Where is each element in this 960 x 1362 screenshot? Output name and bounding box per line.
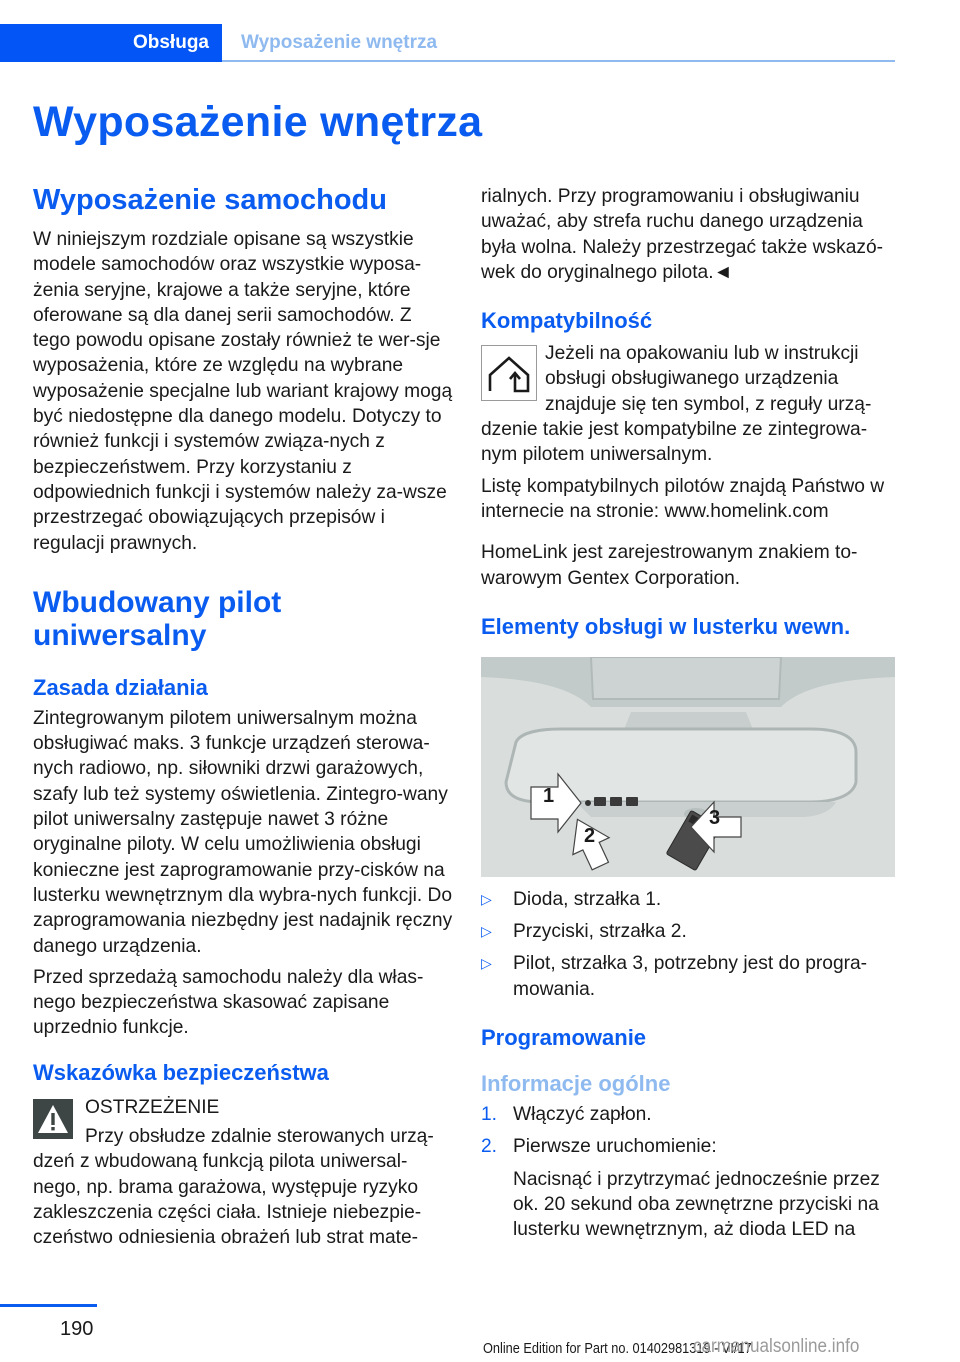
compatible-list-text: Listę kompatybilnych pilotów znajdą Państwo w internecie na stronie: www.homelink.com xyxy=(481,475,885,522)
trademark-text: HomeLink jest zarejestrowanym znakiem to-warowym Gentex Corporation. xyxy=(481,542,858,589)
homelink-house-icon xyxy=(481,345,537,401)
page-title: Wyposażenie wnętrza xyxy=(33,98,483,146)
mirror-controls-figure xyxy=(481,657,895,877)
section-title-equipment: Wyposażenie samochodu xyxy=(33,184,387,216)
list-item xyxy=(481,951,899,1002)
resale-paragraph: Przed sprzedażą samochodu należy dla włas-nego bezpieczeństwa skasować zapisane uprzednio funkcje. xyxy=(33,966,424,1039)
section-title-universal-remote: Wbudowany pilot uniwersalny xyxy=(33,585,282,652)
step-subtext: Nacisnąć i przytrzymać jednocześnie przez ok. 20 sekund oba zewnętrzne przyciski na lusterku wewnętrznym, aż dioda LED na xyxy=(513,1168,880,1241)
edition-text: Online Edition for Part no. 01402981319 - VI/17 xyxy=(483,1340,752,1357)
triangle-bullet-icon: ▷ xyxy=(481,923,492,940)
step-text: Włączyć zapłon. xyxy=(513,1104,652,1126)
compatibility-block xyxy=(481,341,899,467)
list-item-text: Pilot, strzałka 3, potrzebny jest do progra-mowania. xyxy=(513,953,868,1000)
subsection-title-safety: Wskazówka bezpieczeństwa xyxy=(33,1059,329,1085)
controls-list xyxy=(481,887,899,1002)
right-column xyxy=(481,184,899,1250)
breadcrumb[interactable]: Wyposażenie wnętrza xyxy=(241,32,438,53)
footer-divider xyxy=(0,1304,97,1307)
step-number: 2. xyxy=(481,1136,498,1158)
warning-continuation: rialnych. Przy programowaniu i obsługiwaniu uważać, aby strefa ruchu danego urządzenia była wolna. Należy przestrzegać także wskazó-wek do oryginalnego pilota.◄ xyxy=(481,186,884,283)
warning-label: OSTRZEŻENIE xyxy=(85,1096,220,1118)
watermark[interactable]: carmanualsonline.info xyxy=(693,1336,860,1357)
list-item-text: Dioda, strzałka 1. xyxy=(513,888,662,910)
header-divider xyxy=(222,60,895,62)
list-item xyxy=(481,887,899,912)
warning-triangle-icon xyxy=(33,1099,73,1139)
triangle-bullet-icon: ▷ xyxy=(481,890,492,907)
section-tab[interactable]: Obsługa xyxy=(0,24,222,62)
steps-list xyxy=(481,1102,899,1242)
subsection-title-mirror-controls: Elementy obsługi w lusterku wewn. xyxy=(481,613,851,639)
step-item xyxy=(481,1102,899,1127)
step-item xyxy=(481,1134,899,1242)
equipment-paragraph: W niniejszym rozdziale opisane są wszystkie modele samochodów oraz wszystkie wyposa-żenia seryjne, krajowe a także seryjne, które oferowane są dla danej serii samochodów. Z tego powodu opisane zostały również te wer-sje wyposażenia, które ze względu na wybrane wyposażenie specjalne lub wariant krajowy mogą być niedostępne dla danego modelu. Dotyczy to również funkcji i systemów związa-nych z bezpieczeństwem. Przy korzystaniu z odpowiednich funkcji i systemów należy za-wsze przestrzegać obowiązujących przepisów i regulacji prawnych. xyxy=(33,229,453,554)
figure-label-3: 3 xyxy=(709,806,721,829)
figure-label-1: 1 xyxy=(543,784,555,807)
list-item xyxy=(481,919,899,944)
step-text: Pierwsze uruchomienie: xyxy=(513,1136,717,1158)
principle-paragraph: Zintegrowanym pilotem uniwersalnym można obsługiwać maks. 3 funkcje urządzeń sterowa-nych radiowo, np. siłowniki drzwi garażowych, szafy lub też systemy oświetlenia. Zintegro-wany pilot uniwersalny zastępuje nawet 3 różne oryginalne piloty. W celu umożliwienia obsługi konieczne jest zaprogramowanie przy-cisków na lusterku wewnętrznym dla wybra-nych funkcji. Do zaprogramowania niezbędny jest nadajnik ręczny danego urządzenia. xyxy=(33,707,453,957)
page-number: 190 xyxy=(60,1318,94,1340)
subsection-title-general-info: Informacje ogólne xyxy=(481,1071,671,1097)
subsection-title-programming: Programowanie xyxy=(481,1025,647,1051)
figure-label-2: 2 xyxy=(584,824,596,847)
compatibility-text: Jeżeli na opakowaniu lub w instrukcji obsługi obsługiwanego urządzenia znajduje się ten symbol, z reguły urzą-dzenie takie jest kompatybilne ze zintegrowa-nym pilotem uniwersalnym. xyxy=(481,343,872,466)
subsection-title-principle: Zasada działania xyxy=(33,674,208,700)
subsection-title-compatibility: Kompatybilność xyxy=(481,308,653,334)
mirror-illustration xyxy=(481,657,895,877)
step-number: 1. xyxy=(481,1104,498,1126)
triangle-bullet-icon: ▷ xyxy=(481,955,492,972)
warning-text: Przy obsłudze zdalnie sterowanych urzą-dzeń z wbudowaną funkcją pilota uniwersal-nego, np. brama garażowa, występuje ryzyko zakleszczenia części ciała. Istnieje niebezpie-czeństwo odniesienia obrażeń lub strat mate- xyxy=(33,1126,434,1249)
warning-block xyxy=(33,1095,453,1251)
left-column xyxy=(33,184,453,1251)
list-item-text: Przyciski, strzałka 2. xyxy=(513,921,687,943)
